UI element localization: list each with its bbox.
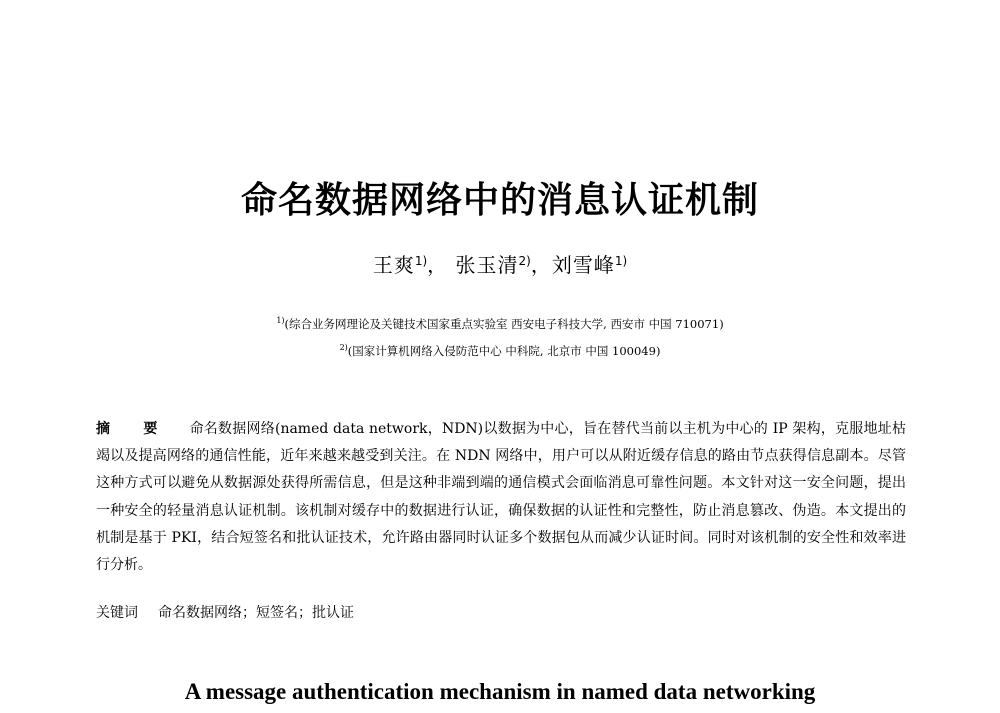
- paper-title-english: A message authentication mechanism in named data networking: [184, 679, 816, 704]
- author-affiliation-marker: 1): [414, 254, 428, 268]
- author-list: [0, 252, 1000, 278]
- abstract-label: 摘 要: [96, 421, 172, 437]
- author-name: 张玉清: [455, 253, 519, 277]
- abstract-text: 命名数据网络(named data network，NDN)以数据为中心，旨在替代当前以主机为中心的 IP 架构，克服地址枯竭以及提高网络的通信性能，近年来越来越受到关注。在 NDN 网络中，用户可以从附近缓存信息的路由节点获得信息副本。尽管这种方式可以避免从数据源处获得所需信息，但是这种非端到端的通信模式会面临消息可靠性问题。本文针对这一安全问题，提出一种安全的轻量消息认证机制。该机制对缓存中的数据进行认证，确保数据的认证性和完整性，防止消息篡改、伪造。本文提出的机制是基于 PKI，结合短签名和批认证技术，允许路由器同时认证多个数据包从而减少认证时间。同时对该机制的安全性和效率进行分析。: [96, 421, 906, 574]
- keywords-line: [96, 601, 906, 625]
- author-name: 刘雪峰: [551, 253, 615, 277]
- affiliation-line: [0, 343, 1000, 359]
- keywords-text: 命名数据网络；短签名；批认证: [158, 605, 354, 621]
- affiliation-marker: 2): [339, 343, 348, 352]
- author-separator: ，: [427, 253, 449, 277]
- author-affiliation-marker: 1): [614, 254, 628, 268]
- affiliation-marker: 1): [276, 316, 285, 325]
- affiliation-line: [0, 316, 1000, 332]
- author-name: 王爽: [372, 253, 415, 277]
- author-affiliation-marker: 2): [518, 254, 531, 268]
- paper-title-chinese: 命名数据网络中的消息认证机制: [240, 180, 759, 221]
- abstract-paragraph: [96, 416, 906, 579]
- affiliation-text: (综合业务网理论及关键技术国家重点实验室 西安电子科技大学, 西安市 中国 710071): [284, 317, 724, 331]
- author-separator: ，: [530, 253, 552, 277]
- keywords-label: 关键词: [96, 605, 138, 621]
- affiliation-text: (国家计算机网络入侵防范中心 中科院, 北京市 中国 100049): [347, 344, 661, 358]
